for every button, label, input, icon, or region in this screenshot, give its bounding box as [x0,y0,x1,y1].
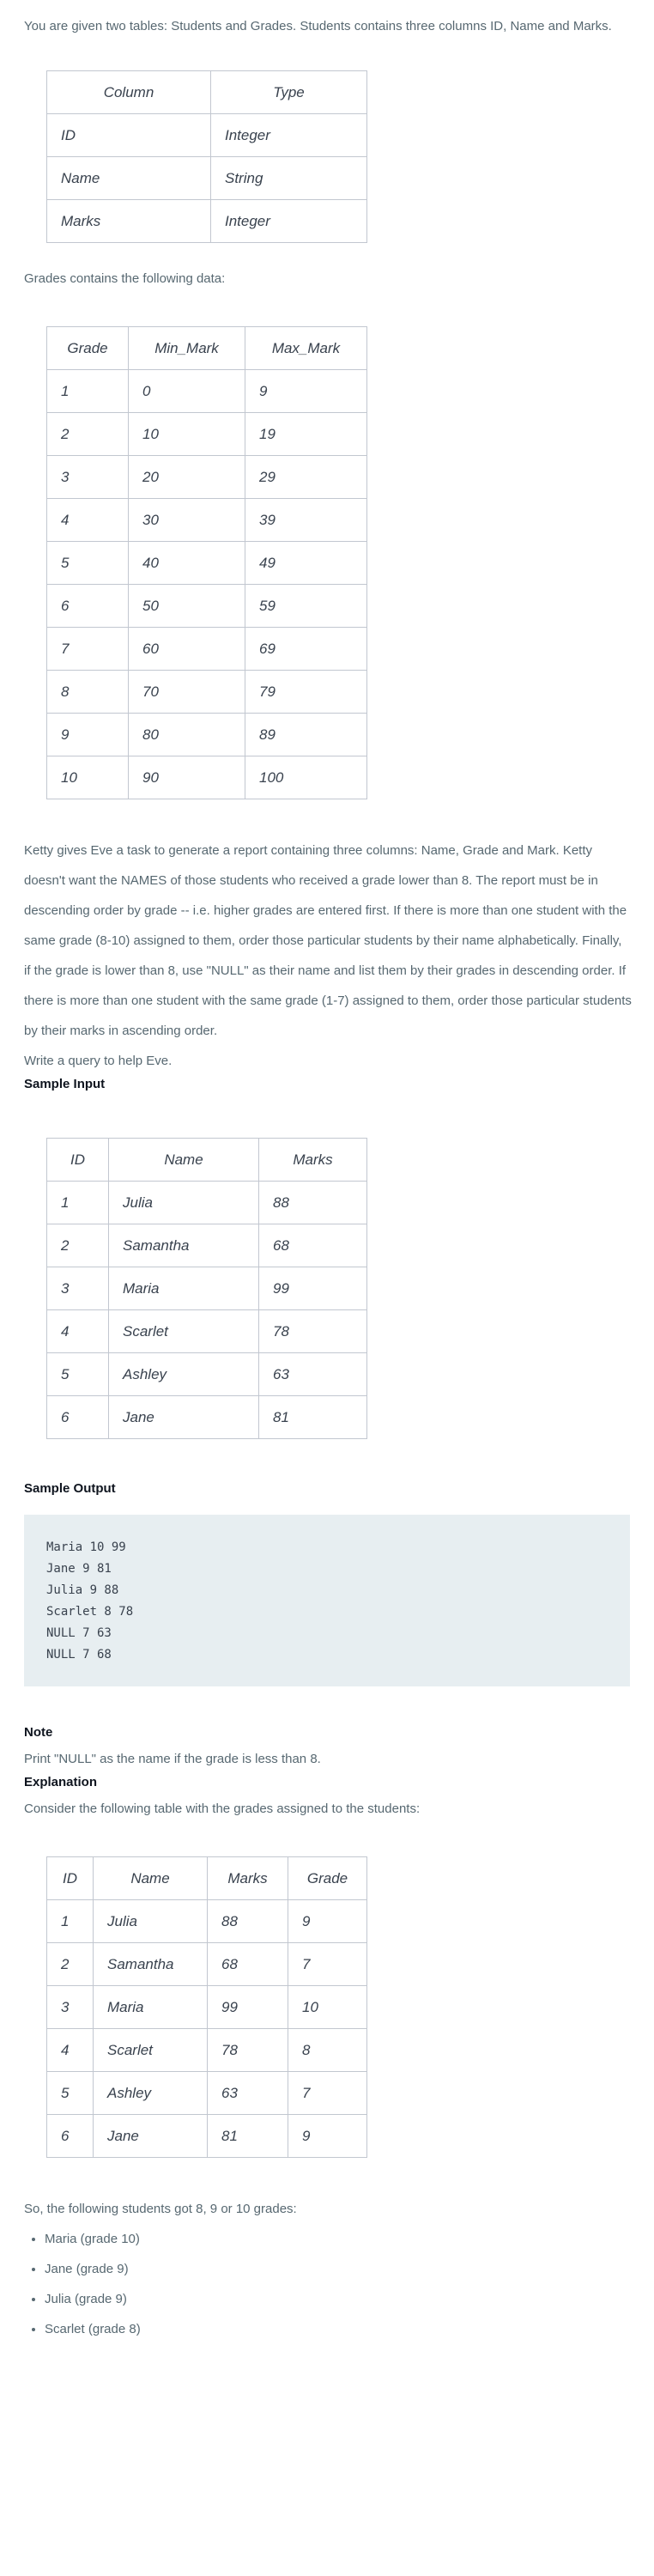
sample-input-heading: Sample Input [24,1077,106,1091]
table-header-cell: Name [94,1857,208,1900]
table-cell: 5 [47,1353,109,1396]
table-cell: 29 [245,456,367,499]
table-cell: 7 [288,2072,367,2115]
explanation-table [46,1856,367,2158]
table-cell: Jane [109,1396,259,1439]
table-row [47,370,367,413]
intro-text: You are given two tables: Students and Grades. Students contains three columns ID, Name and Marks. [24,19,612,33]
table-row [47,2072,367,2115]
table-cell: 40 [129,542,245,585]
table-cell: 5 [47,542,129,585]
table-header-cell: Column [47,71,211,114]
table-row [47,157,367,200]
table-cell: 50 [129,585,245,628]
table-cell: 39 [245,499,367,542]
table-cell: Scarlet [109,1310,259,1353]
table-cell: 6 [47,585,129,628]
table-cell: 19 [245,413,367,456]
bullet-list [24,2224,630,2344]
table-cell: 6 [47,1396,109,1439]
table-header-cell: Grade [288,1857,367,1900]
table-cell: 78 [208,2029,288,2072]
sample-input-table [46,1138,367,1439]
table-cell: Integer [211,200,367,243]
table-cell: Ashley [94,2072,208,2115]
table-row [47,200,367,243]
table-cell: 10 [129,413,245,456]
note-heading: Note [24,1725,53,1740]
sample-output-codebox [24,1515,630,1686]
task-text: Ketty gives Eve a task to generate a report containing three columns: Name, Grade and Mark. Ketty doesn't want the NAMES of those students who received a grade lower than 8. The report must be in descending order by grade -- i.e. higher grades are entered first. If there is more than one student with the same grade (8-10) assigned to them, order those particular students by their name alphabetically. Finally, if the grade is lower than 8, use "NULL" as their name and list them by their grades in descending order. If there is more than one student with the same grade (1-7) assigned to them, order those particular students by their marks in ascending order. [24,843,632,1038]
table-cell: 4 [47,2029,94,2072]
table-row [47,1310,367,1353]
table-header-cell: Max_Mark [245,327,367,370]
table-row [47,756,367,799]
note-text: Print "NULL" as the name if the grade is less than 8. [24,1752,321,1766]
table-cell: 99 [208,1986,288,2029]
table-cell: 69 [245,628,367,671]
table-cell: 9 [245,370,367,413]
table-cell: 1 [47,370,129,413]
table-cell: String [211,157,367,200]
table-cell: 90 [129,756,245,799]
table-header-cell: Marks [208,1857,288,1900]
table-cell: 60 [129,628,245,671]
table-cell: 79 [245,671,367,714]
table-cell: 0 [129,370,245,413]
sample-output-code: Maria 10 99 Jane 9 81 Julia 9 88 Scarlet 8 78 NULL 7 63 NULL 7 68 [46,1540,134,1662]
table-row [47,1943,367,1986]
table-header-cell: Type [211,71,367,114]
table-cell: Julia [94,1900,208,1943]
list-item: • Scarlet (grade 8) [45,2314,630,2344]
table-cell: 10 [288,1986,367,2029]
table-cell: 4 [47,1310,109,1353]
table-cell: Jane [94,2115,208,2158]
table-row [47,1396,367,1439]
table-row [47,542,367,585]
table-row [47,114,367,157]
table-cell: 89 [245,714,367,756]
table-cell: Julia [109,1182,259,1224]
table-cell: 10 [47,756,129,799]
table-row [47,1986,367,2029]
table-cell: 68 [259,1224,367,1267]
table-header-row [47,71,367,114]
table-row [47,1182,367,1224]
table-cell: 30 [129,499,245,542]
explanation-heading: Explanation [24,1775,98,1789]
table-cell: Maria [109,1267,259,1310]
table-cell: 1 [47,1900,94,1943]
table-header-cell: Name [109,1139,259,1182]
table-cell: 3 [47,1267,109,1310]
table-row [47,1900,367,1943]
table-row [47,671,367,714]
table-cell: Maria [94,1986,208,2029]
table-cell: 63 [259,1353,367,1396]
table-cell: Samantha [109,1224,259,1267]
table-row [47,1267,367,1310]
table-cell: 8 [47,671,129,714]
write-query-text: Write a query to help Eve. [24,1054,173,1068]
table-cell: 2 [47,1224,109,1267]
table-cell: 7 [288,1943,367,1986]
table-header-cell: Marks [259,1139,367,1182]
table-cell: 99 [259,1267,367,1310]
table-cell: Ashley [109,1353,259,1396]
table-cell: 5 [47,2072,94,2115]
table-cell: 70 [129,671,245,714]
table-cell: 8 [288,2029,367,2072]
table-cell: 2 [47,1943,94,1986]
table-cell: ID [47,114,211,157]
table-cell: 49 [245,542,367,585]
table-cell: 20 [129,456,245,499]
table-cell: Integer [211,114,367,157]
table-cell: 7 [47,628,129,671]
table-row [47,456,367,499]
table-cell: 80 [129,714,245,756]
sample-output-heading: Sample Output [24,1481,116,1496]
table-header-cell: Min_Mark [129,327,245,370]
table-cell: 9 [288,1900,367,1943]
table-cell: 78 [259,1310,367,1353]
so-text: So, the following students got 8, 9 or 10 grades: [24,2202,297,2216]
table-cell: 100 [245,756,367,799]
table-header-row [47,327,367,370]
table-cell: 88 [259,1182,367,1224]
table-row [47,2029,367,2072]
table-cell: 6 [47,2115,94,2158]
table-cell: 3 [47,456,129,499]
table-cell: 81 [259,1396,367,1439]
list-item: • Julia (grade 9) [45,2284,630,2314]
table-cell: Marks [47,200,211,243]
table-cell: Name [47,157,211,200]
grades-intro-text: Grades contains the following data: [24,271,226,286]
list-item: • Maria (grade 10) [45,2224,630,2254]
table-cell: 3 [47,1986,94,2029]
table-row [47,585,367,628]
table-cell: Samantha [94,1943,208,1986]
table-row [47,1224,367,1267]
table-cell: 81 [208,2115,288,2158]
table-cell: 88 [208,1900,288,1943]
table-row [47,499,367,542]
table-row [47,413,367,456]
grades-table [46,326,367,799]
table-row [47,628,367,671]
list-item: • Jane (grade 9) [45,2254,630,2284]
table-header-cell: Grade [47,327,129,370]
explanation-text: Consider the following table with the grades assigned to the students: [24,1801,421,1816]
table-row [47,1353,367,1396]
table-cell: Scarlet [94,2029,208,2072]
table-cell: 4 [47,499,129,542]
table-header-cell: ID [47,1139,109,1182]
table-cell: 1 [47,1182,109,1224]
table-cell: 63 [208,2072,288,2115]
schema-table [46,70,367,243]
table-cell: 59 [245,585,367,628]
table-header-cell: ID [47,1857,94,1900]
table-row [47,2115,367,2158]
table-cell: 68 [208,1943,288,1986]
table-row [47,714,367,756]
table-cell: 9 [288,2115,367,2158]
table-header-row [47,1857,367,1900]
table-header-row [47,1139,367,1182]
table-cell: 2 [47,413,129,456]
table-cell: 9 [47,714,129,756]
